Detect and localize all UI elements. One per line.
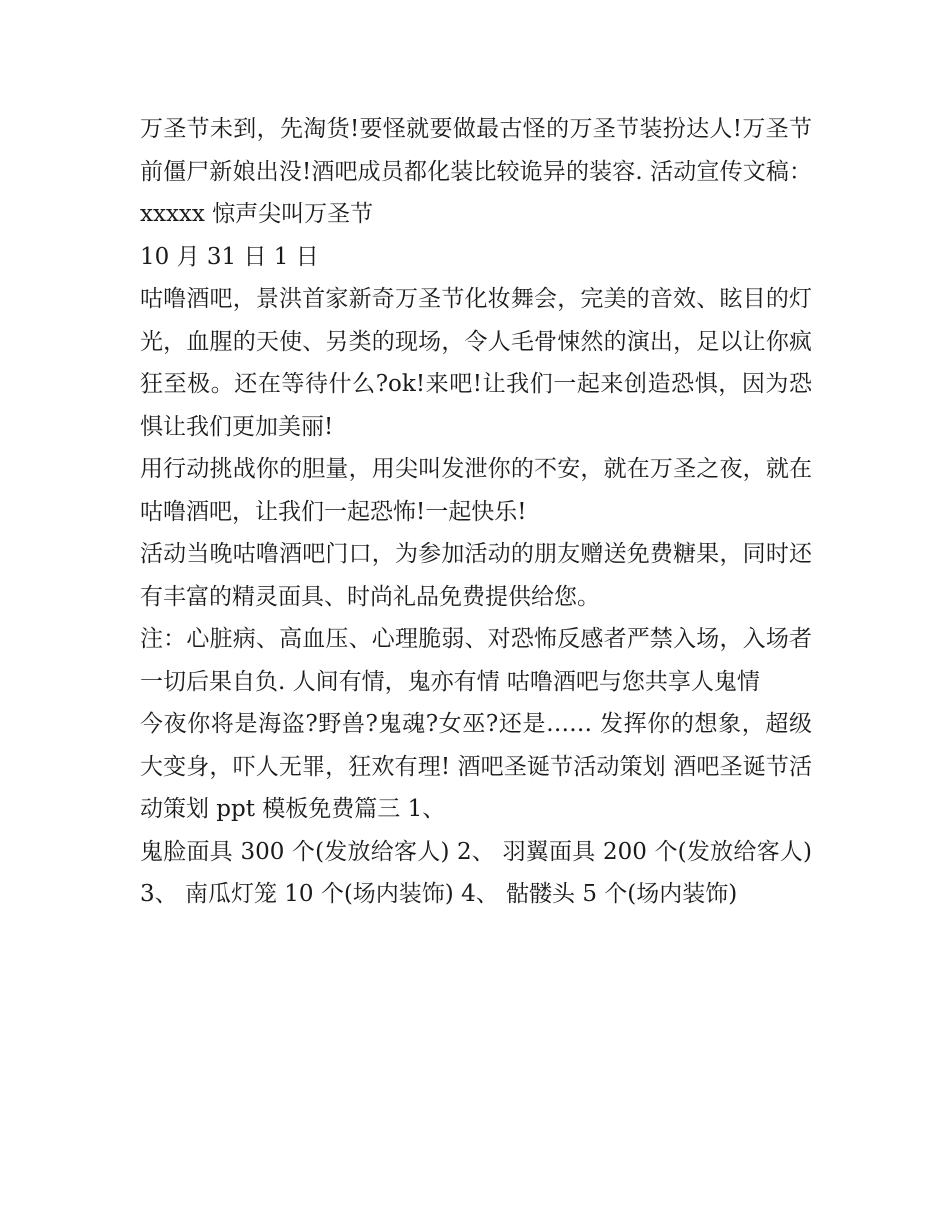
paragraph-date: 10 月 31 日 1 日 <box>140 243 319 270</box>
paragraph-intro: 万圣节未到，先淘货!要怪就要做最古怪的万圣节装扮达人!万圣节前僵尸新娘出没!酒吧成员都化装比较诡异的装容. 活动宣传文稿： xxxxx 惊声尖叫万圣节 <box>140 116 812 227</box>
paragraph-items-list: 鬼脸面具 300 个(发放给客人) 2、 羽翼面具 200 个(发放给客人) 3、 南瓜灯笼 10 个(场内装饰) 4、 骷髅头 5 个(场内装饰) <box>140 838 812 907</box>
paragraph-imagination: 今夜你将是海盗?野兽?鬼魂?女巫?还是…… 发挥你的想象，超级大变身，吓人无罪，狂欢有理! 酒吧圣诞节活动策划 酒吧圣诞节活动策划 ppt 模板免费篇三 1、 <box>140 711 812 822</box>
paragraph-venue-description: 咕噜酒吧，景洪首家新奇万圣节化妆舞会，完美的音效、眩目的灯光，血腥的天使、另类的现场，令人毛骨悚然的演出，足以让你疯狂至极。还在等待什么?ok!来吧!让我们一起来创造恐惧，因为恐惧让我们更加美丽! <box>140 286 812 440</box>
document-body <box>140 108 812 916</box>
paragraph-challenge: 用行动挑战你的胆量，用尖叫发泄你的不安，就在万圣之夜，就在咕噜酒吧，让我们一起恐怖!一起快乐! <box>140 456 812 525</box>
paragraph-notice: 注：心脏病、高血压、心理脆弱、对恐怖反感者严禁入场，入场者一切后果自负. 人间有情，鬼亦有情 咕噜酒吧与您共享人鬼情 <box>140 626 812 695</box>
paragraph-gifts: 活动当晚咕噜酒吧门口，为参加活动的朋友赠送免费糖果，同时还有丰富的精灵面具、时尚礼品免费提供给您。 <box>140 541 812 610</box>
